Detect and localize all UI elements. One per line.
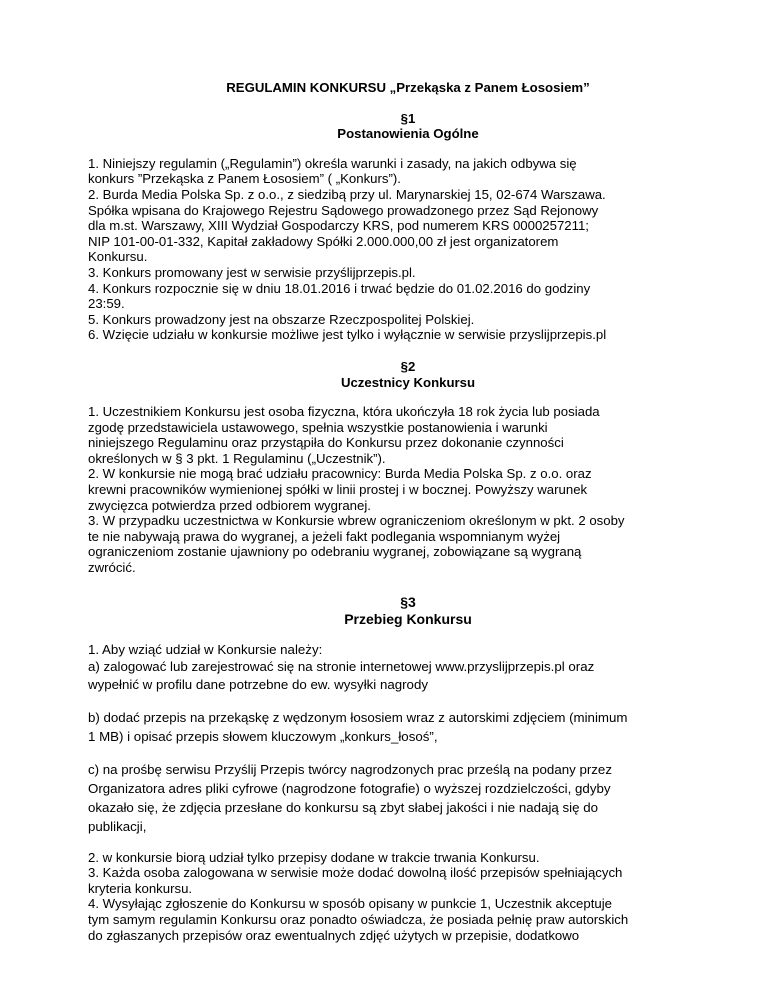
section3-line: kryteria konkursu. (88, 880, 193, 896)
section3-line: 2. w konkursie biorą udział tylko przepisy dodane w trakcie trwania Konkursu. (88, 849, 540, 865)
section2-number: §2 (400, 358, 416, 374)
section1-number: §1 (400, 110, 416, 126)
section1-line: Spółka wpisana do Krajowego Rejestru Sądowego prowadzonego przez Sąd Rejonowy (88, 202, 599, 218)
section3-number: §3 (400, 593, 416, 610)
section1-line: 5. Konkurs prowadzony jest na obszarze Rzeczpospolitej Polskiej. (88, 311, 475, 327)
section1-line: konkurs ”Przekąska z Panem Łososiem” ( „Konkurs”). (88, 171, 401, 187)
section1-line: 1. Niniejszy regulamin („Regulamin”) określa warunki i zasady, na jakich odbywa się (88, 155, 577, 171)
section3-line: do zgłaszanych przepisów oraz ewentualnych zdjęć użytych w przepisie, dodatkowo (88, 927, 580, 943)
section3-c-line: c) na prośbę serwisu Przyślij Przepis twórcy nagrodzonych prac prześlą na podany przez (88, 761, 612, 777)
section3 (88, 594, 728, 628)
section1-line: 6. Wzięcie udziału w konkursie możliwe jest tylko i wyłącznie w serwisie przyslijprzepis.pl (88, 327, 607, 343)
section1-line: 3. Konkurs promowany jest w serwisie przyślijprzepis.pl. (88, 264, 416, 280)
section2-line: określonych w § 3 pkt. 1 Regulaminu („Uczestnik”). (88, 450, 386, 466)
section2-line: 1. Uczestnikiem Konkursu jest osoba fizyczna, która ukończyła 18 rok życia lub posiada (88, 404, 600, 420)
section3-c-line: publikacji, (88, 818, 147, 834)
section3-c-line: Organizatora adres pliki cyfrowe (nagrodzone fotografie) o wyższej rozdzielczości, gdyby (88, 780, 611, 796)
section2-line: 2. W konkursie nie mogą brać udziału pracownicy: Burda Media Polska Sp. z o.o. oraz (88, 466, 592, 482)
section3-line: 4. Wysyłając zgłoszenie do Konkursu w sposób opisany w punkcie 1, Uczestnik akceptuje (88, 896, 612, 912)
section1-line: NIP 101-00-01-332, Kapitał zakładowy Spółki 2.000.000,00 zł jest organizatorem (88, 233, 559, 249)
section2-line: ograniczeniom zostanie ujawniony po odebraniu wygranej, zobowiązane są wygraną (88, 544, 582, 560)
section2-line: zwrócić. (88, 560, 136, 576)
section2-line: zwycięzca potwierdza przed odbiorem wygranej. (88, 497, 371, 513)
document-page (88, 80, 728, 959)
section1-heading: Postanowienia Ogólne (337, 126, 479, 142)
section1-line: Konkursu. (88, 249, 148, 265)
section2-line: krewni pracowników wymienionej spółki w linii prostej i w bocznej. Powyższy warunek (88, 482, 588, 498)
section3-a-line: 1. Aby wziąć udział w Konkursie należy: (88, 641, 323, 657)
section3-paragraph-a (88, 642, 728, 694)
section2-heading: Uczestnicy Konkursu (340, 374, 476, 390)
section1-line: dla m.st. Warszawy, XIII Wydział Gospodarczy KRS, pod numerem KRS 0000257211; (88, 218, 589, 234)
section3-b-line: 1 MB) i opisać przepis słowem kluczowym „konkurs_łosoś”, (88, 728, 438, 744)
section1-line: 23:59. (88, 296, 125, 312)
section3-body (88, 850, 728, 944)
section1-line: 2. Burda Media Polska Sp. z o.o., z siedzibą przy ul. Marynarskiej 15, 02-674 Warszawa. (88, 186, 606, 202)
section2-line: 3. W przypadku uczestnictwa w Konkursie wbrew ograniczeniom określonym w pkt. 2 osoby (88, 513, 625, 529)
section3-b-line: b) dodać przepis na przekąskę z wędzonym łososiem wraz z autorskimi zdjęciem (minimum (88, 709, 628, 725)
section3-a-line: a) zalogować lub zarejestrować się na stronie internetowej www.przyslijprzepis.pl oraz (88, 658, 595, 674)
section3-line: 3. Każda osoba zalogowana w serwisie może dodać dowolną ilość przepisów spełniających (88, 865, 623, 881)
section2-body (88, 404, 728, 576)
section3-a-line: wypełnić w profilu dane potrzebne do ew. wysyłki nagrody (88, 676, 428, 692)
section3-heading: Przebieg Konkursu (344, 610, 472, 627)
section1-body (88, 156, 728, 343)
section2-line: zgodę przedstawiciela ustawowego, spełnia wszystkie postanowienia i warunki (88, 419, 548, 435)
section2-line: niniejszego Regulaminu oraz przystąpiła do Konkursu przez dokonanie czynności (88, 435, 564, 451)
document-title: REGULAMIN KONKURSU „Przekąska z Panem Łososiem” (226, 80, 590, 95)
section3-c-line: okazało się, że zdjęcia przesłane do konkursu są zbyt słabej jakości i nie nadają się do (88, 799, 599, 815)
section1-line: 4. Konkurs rozpocznie się w dniu 18.01.2016 i trwać będzie do 01.02.2016 do godziny (88, 280, 591, 296)
section2-line: te nie nabywają prawa do wygranej, a jeżeli fakt podlegania wspomnianym wyżej (88, 528, 561, 544)
section3-paragraph-c (88, 760, 728, 836)
section3-paragraph-b (88, 708, 728, 746)
section3-line: tym samym regulamin Konkursu oraz ponadto oświadcza, że posiada pełnię praw autorskich (88, 912, 629, 927)
